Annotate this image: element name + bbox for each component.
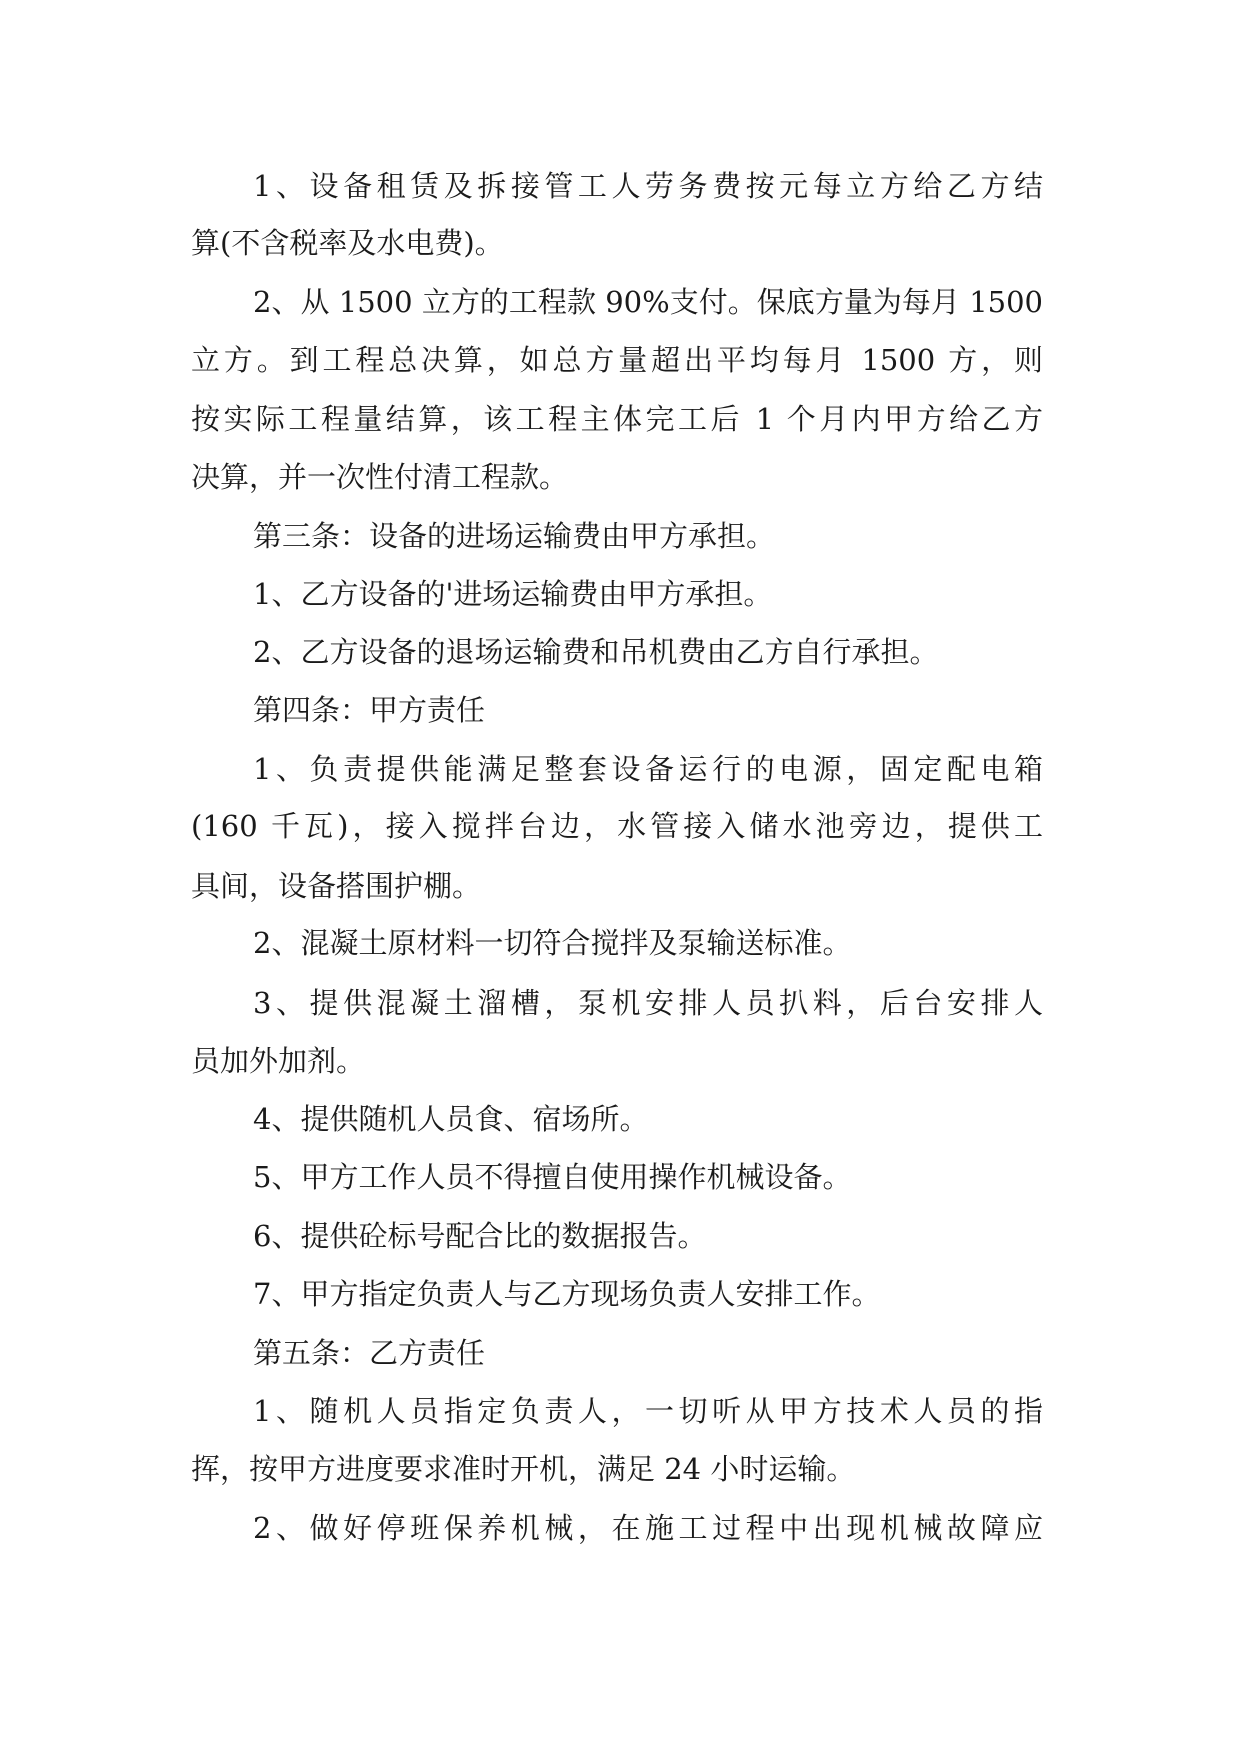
clause-4-item-1-line-3: 具间，设备搭围护棚。 — [191, 869, 482, 903]
clause-2-item-1-line-1: 1、设备租赁及拆接管工人劳务费按元每立方给乙方结 — [253, 169, 1043, 203]
clause-4-item-1-line-1: 1、负责提供能满足整套设备运行的电源，固定配电箱 — [253, 752, 1043, 786]
clause-2-item-2-line-3: 按实际工程量结算，该工程主体完工后 1 个月内甲方给乙方 — [191, 402, 1043, 436]
clause-5-item-1-line-2: 挥，按甲方进度要求准时开机，满足 24 小时运输。 — [191, 1452, 856, 1486]
clause-4-item-2: 2、混凝土原材料一切符合搅拌及泵输送标准。 — [253, 926, 852, 960]
clause-4-item-4: 4、提供随机人员食、宿场所。 — [253, 1102, 649, 1136]
clause-4-item-5: 5、甲方工作人员不得擅自使用操作机械设备。 — [253, 1160, 852, 1194]
clause-5-heading: 第五条：乙方责任 — [253, 1336, 486, 1370]
clause-4-item-7: 7、甲方指定负责人与乙方现场负责人安排工作。 — [253, 1277, 881, 1311]
clause-2-item-2-line-4: 决算，并一次性付清工程款。 — [191, 460, 569, 494]
clause-3-item-1: 1、乙方设备的'进场运输费由甲方承担。 — [253, 577, 773, 611]
clause-5-item-2-line-1: 2、做好停班保养机械，在施工过程中出现机械故障应 — [253, 1511, 1043, 1545]
clause-2-item-2-line-2: 立方。到工程总决算，如总方量超出平均每月 1500 方，则 — [191, 343, 1043, 377]
clause-4-item-6: 6、提供砼标号配合比的数据报告。 — [253, 1219, 707, 1253]
clause-2-item-1-line-2: 算(不含税率及水电费)。 — [191, 226, 504, 260]
clause-4-item-3-line-2: 员加外加剂。 — [191, 1044, 366, 1078]
clause-5-item-1-line-1: 1、随机人员指定负责人，一切听从甲方技术人员的指 — [253, 1394, 1043, 1428]
clause-4-item-1-line-2: (160 千瓦)，接入搅拌台边，水管接入储水池旁边，提供工 — [191, 809, 1043, 843]
clause-4-heading: 第四条：甲方责任 — [253, 693, 486, 727]
clause-4-item-3-line-1: 3、提供混凝土溜槽，泵机安排人员扒料，后台安排人 — [253, 986, 1043, 1020]
clause-3-heading: 第三条：设备的进场运输费由甲方承担。 — [253, 519, 776, 553]
clause-3-item-2: 2、乙方设备的退场运输费和吊机费由乙方自行承担。 — [253, 635, 939, 669]
clause-2-item-2-line-1: 2、从 1500 立方的工程款 90%支付。保底方量为每月 1500 — [253, 285, 1043, 319]
